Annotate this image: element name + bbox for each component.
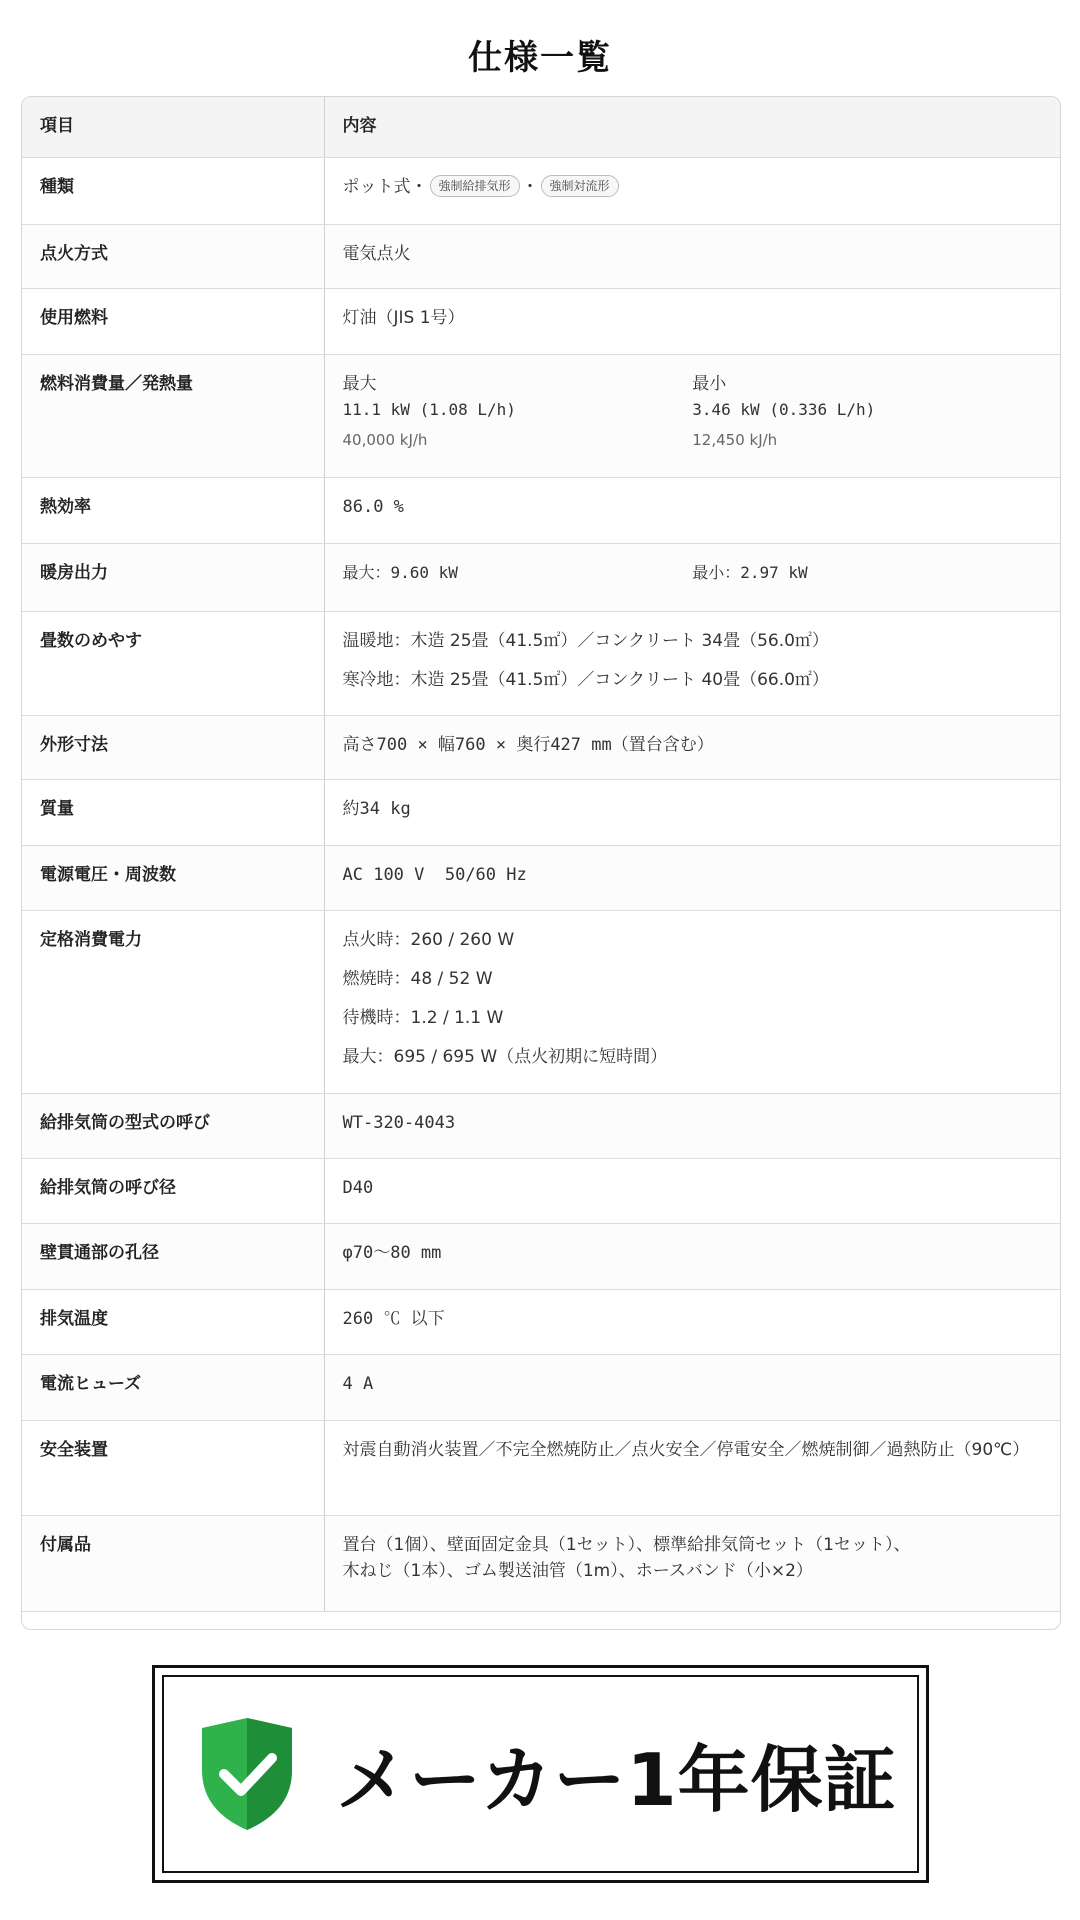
row-label: 燃料消費量／発熱量 <box>22 354 324 477</box>
table-row <box>22 611 1060 715</box>
row-label: 壁貫通部の孔径 <box>22 1223 324 1289</box>
table-row <box>22 1515 1060 1611</box>
room-size-cold: 寒冷地：木造 25畳（41.5㎡）／コンクリート 40畳（66.0㎡） <box>342 669 829 690</box>
table-row <box>22 354 1060 477</box>
consumption-min <box>692 371 1042 453</box>
spec-card <box>21 96 1061 1630</box>
row-value <box>324 354 1060 477</box>
heating-max: 最大：9.60 kW <box>342 562 458 582</box>
row-label: 定格消費電力 <box>22 910 324 1093</box>
row-value: D40 <box>324 1158 1060 1223</box>
tag-forced-convection: 強制対流形 <box>541 175 619 197</box>
spec-table <box>22 97 1060 1612</box>
row-value: AC 100 V 50/60 Hz <box>324 845 1060 910</box>
page-title: 仕様一覧 <box>468 38 612 78</box>
table-row <box>22 1158 1060 1223</box>
max-kj: 40,000 kJ/h <box>342 430 428 449</box>
row-value: 86.0 % <box>324 477 1060 543</box>
row-label: 熱効率 <box>22 477 324 543</box>
row-value: 灯油（JIS 1号） <box>324 288 1060 354</box>
table-row <box>22 1223 1060 1289</box>
row-value: 対震自動消火装置／不完全燃焼防止／点火安全／停電安全／燃焼制御／過熱防止（90℃） <box>324 1420 1060 1515</box>
row-label: 安全装置 <box>22 1420 324 1515</box>
row-label: 外形寸法 <box>22 715 324 779</box>
warranty-text: メーカー1年保証 <box>336 1738 897 1822</box>
row-label: 種類 <box>22 157 324 224</box>
type-prefix: ポット式・ <box>342 176 428 197</box>
header-item: 項目 <box>22 97 324 157</box>
max-heading: 最大 <box>342 373 377 394</box>
table-row <box>22 1289 1060 1354</box>
header-content: 内容 <box>324 97 1060 157</box>
tag-forced-exhaust: 強制給排気形 <box>430 175 520 197</box>
type-separator: ・ <box>521 176 539 197</box>
row-label: 電源電圧・周波数 <box>22 845 324 910</box>
rated-max: 最大：695 / 695 W（点火初期に短時間） <box>342 1046 668 1067</box>
table-row <box>22 845 1060 910</box>
row-label: 電流ヒューズ <box>22 1354 324 1420</box>
row-label: 排気温度 <box>22 1289 324 1354</box>
table-row <box>22 157 1060 224</box>
table-row <box>22 543 1060 611</box>
row-label: 使用燃料 <box>22 288 324 354</box>
consumption-max <box>343 371 693 453</box>
room-size-warm: 温暖地：木造 25畳（41.5㎡）／コンクリート 34畳（56.0㎡） <box>342 630 829 651</box>
table-row <box>22 477 1060 543</box>
row-value: 約34 kg <box>324 779 1060 845</box>
accessories-line-1: 置台（1個）、壁面固定金具（1セット）、標準給排気筒セット（1セット）、 <box>342 1534 911 1555</box>
warranty-badge <box>152 1665 929 1883</box>
max-kw: 11.1 kW (1.08 L/h) <box>342 399 516 419</box>
row-label: 点火方式 <box>22 224 324 288</box>
table-row <box>22 1093 1060 1158</box>
table-row <box>22 224 1060 288</box>
row-value: 4 A <box>324 1354 1060 1420</box>
min-kj: 12,450 kJ/h <box>692 430 778 449</box>
table-header-row <box>22 97 1060 157</box>
row-value <box>324 157 1060 224</box>
row-value: 260 ℃ 以下 <box>324 1289 1060 1354</box>
accessories-line-2: 木ねじ（1本）、ゴム製送油管（1m）、ホースバンド（小×2） <box>342 1560 813 1581</box>
min-kw: 3.46 kW (0.336 L/h) <box>692 399 876 419</box>
rated-standby: 待機時：1.2 / 1.1 W <box>342 1007 504 1028</box>
shield-check-icon <box>192 1714 302 1834</box>
rated-combustion: 燃焼時：48 / 52 W <box>342 968 493 989</box>
row-value: 電気点火 <box>324 224 1060 288</box>
row-label: 給排気筒の呼び径 <box>22 1158 324 1223</box>
table-row <box>22 715 1060 779</box>
row-value <box>324 910 1060 1093</box>
table-row <box>22 1354 1060 1420</box>
rated-ignition: 点火時：260 / 260 W <box>342 929 515 950</box>
row-value <box>324 611 1060 715</box>
row-label: 付属品 <box>22 1515 324 1611</box>
min-heading: 最小 <box>692 373 727 394</box>
row-label: 暖房出力 <box>22 543 324 611</box>
row-value <box>324 1515 1060 1611</box>
row-value: 高さ700 × 幅760 × 奥行427 mm（置台含む） <box>324 715 1060 779</box>
heating-min: 最小：2.97 kW <box>692 562 808 582</box>
table-row <box>22 1420 1060 1515</box>
warranty-badge-inner <box>162 1675 919 1873</box>
row-label: 質量 <box>22 779 324 845</box>
table-row <box>22 288 1060 354</box>
row-value: φ70～80 mm <box>324 1223 1060 1289</box>
row-value: WT-320-4043 <box>324 1093 1060 1158</box>
row-label: 給排気筒の型式の呼び <box>22 1093 324 1158</box>
table-row <box>22 779 1060 845</box>
table-row <box>22 910 1060 1093</box>
row-value <box>324 543 1060 611</box>
row-label: 畳数のめやす <box>22 611 324 715</box>
